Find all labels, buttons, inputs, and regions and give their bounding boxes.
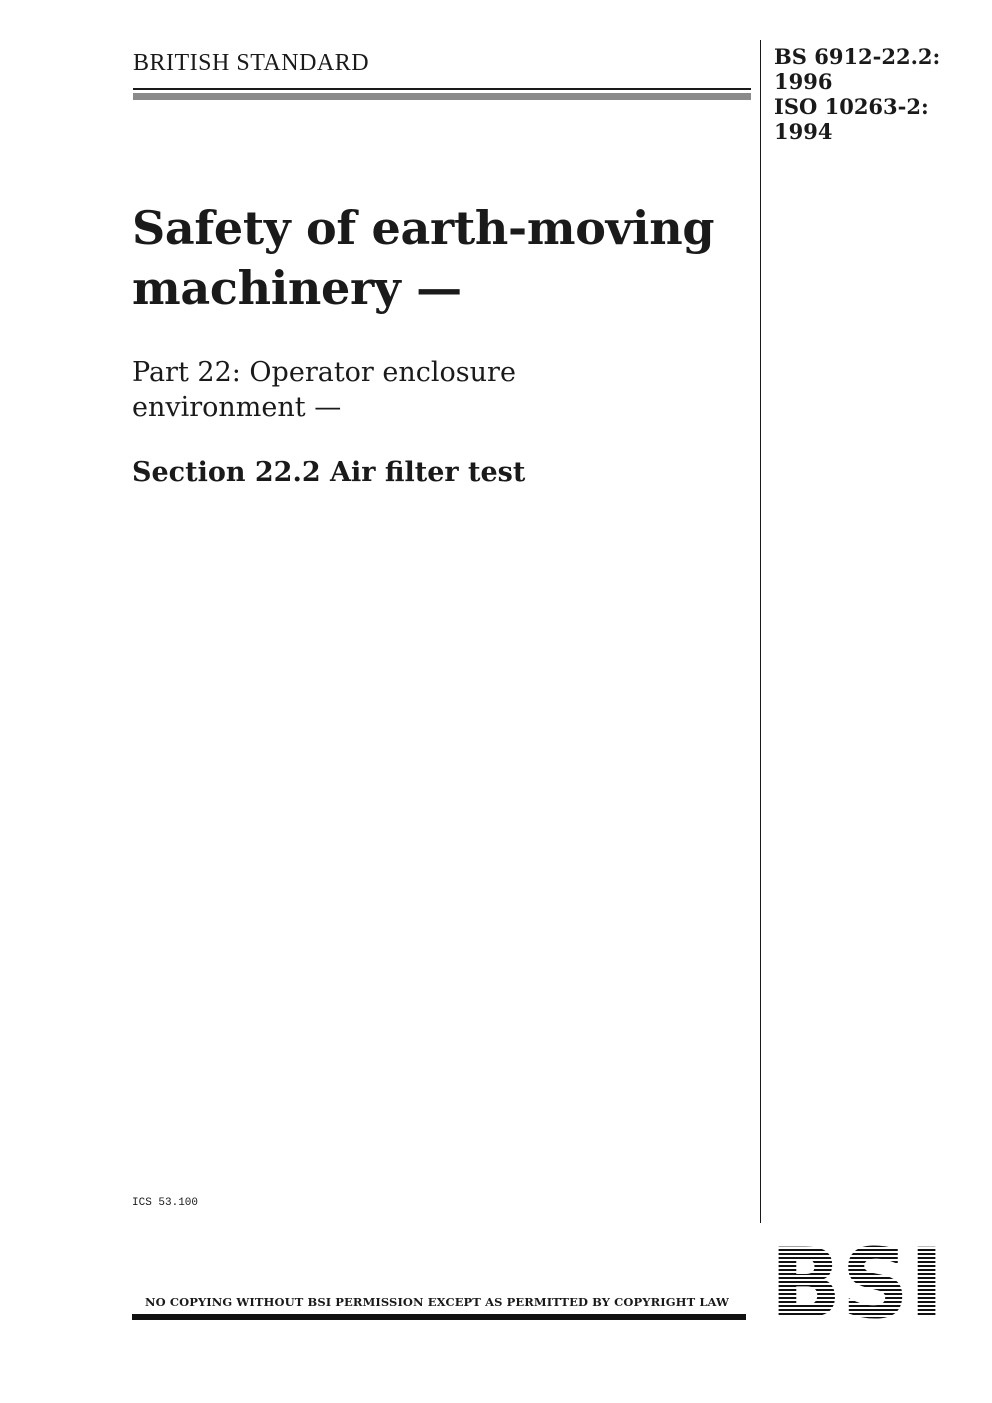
bs-number: BS 6912-22.2:: [774, 44, 941, 69]
iso-number: ISO 10263-2:: [774, 94, 929, 119]
iso-year: 1994: [774, 119, 833, 144]
part-title-line-2: environment —: [132, 392, 342, 423]
column-divider: [760, 40, 761, 1223]
document-title: [132, 198, 752, 318]
part-title: [132, 355, 732, 425]
section-title: Section 22.2 Air filter test: [132, 457, 526, 488]
document-type-label: BRITISH STANDARD: [133, 50, 370, 76]
header-rule: [133, 88, 751, 90]
header-rule-gray: [133, 93, 751, 100]
bsi-logo: [768, 1241, 946, 1321]
standard-numbers: [774, 44, 940, 144]
bs-year: 1996: [774, 69, 833, 94]
copyright-notice: NO COPYING WITHOUT BSI PERMISSION EXCEPT AS PERMITTED BY COPYRIGHT LAW: [145, 1295, 730, 1309]
ics-code: ICS 53.100: [132, 1197, 199, 1209]
title-line-2: machinery —: [132, 261, 462, 315]
footer-rule: [132, 1314, 746, 1320]
part-title-line-1: Part 22: Operator enclosure: [132, 357, 516, 388]
title-line-1: Safety of earth-moving: [132, 201, 715, 255]
